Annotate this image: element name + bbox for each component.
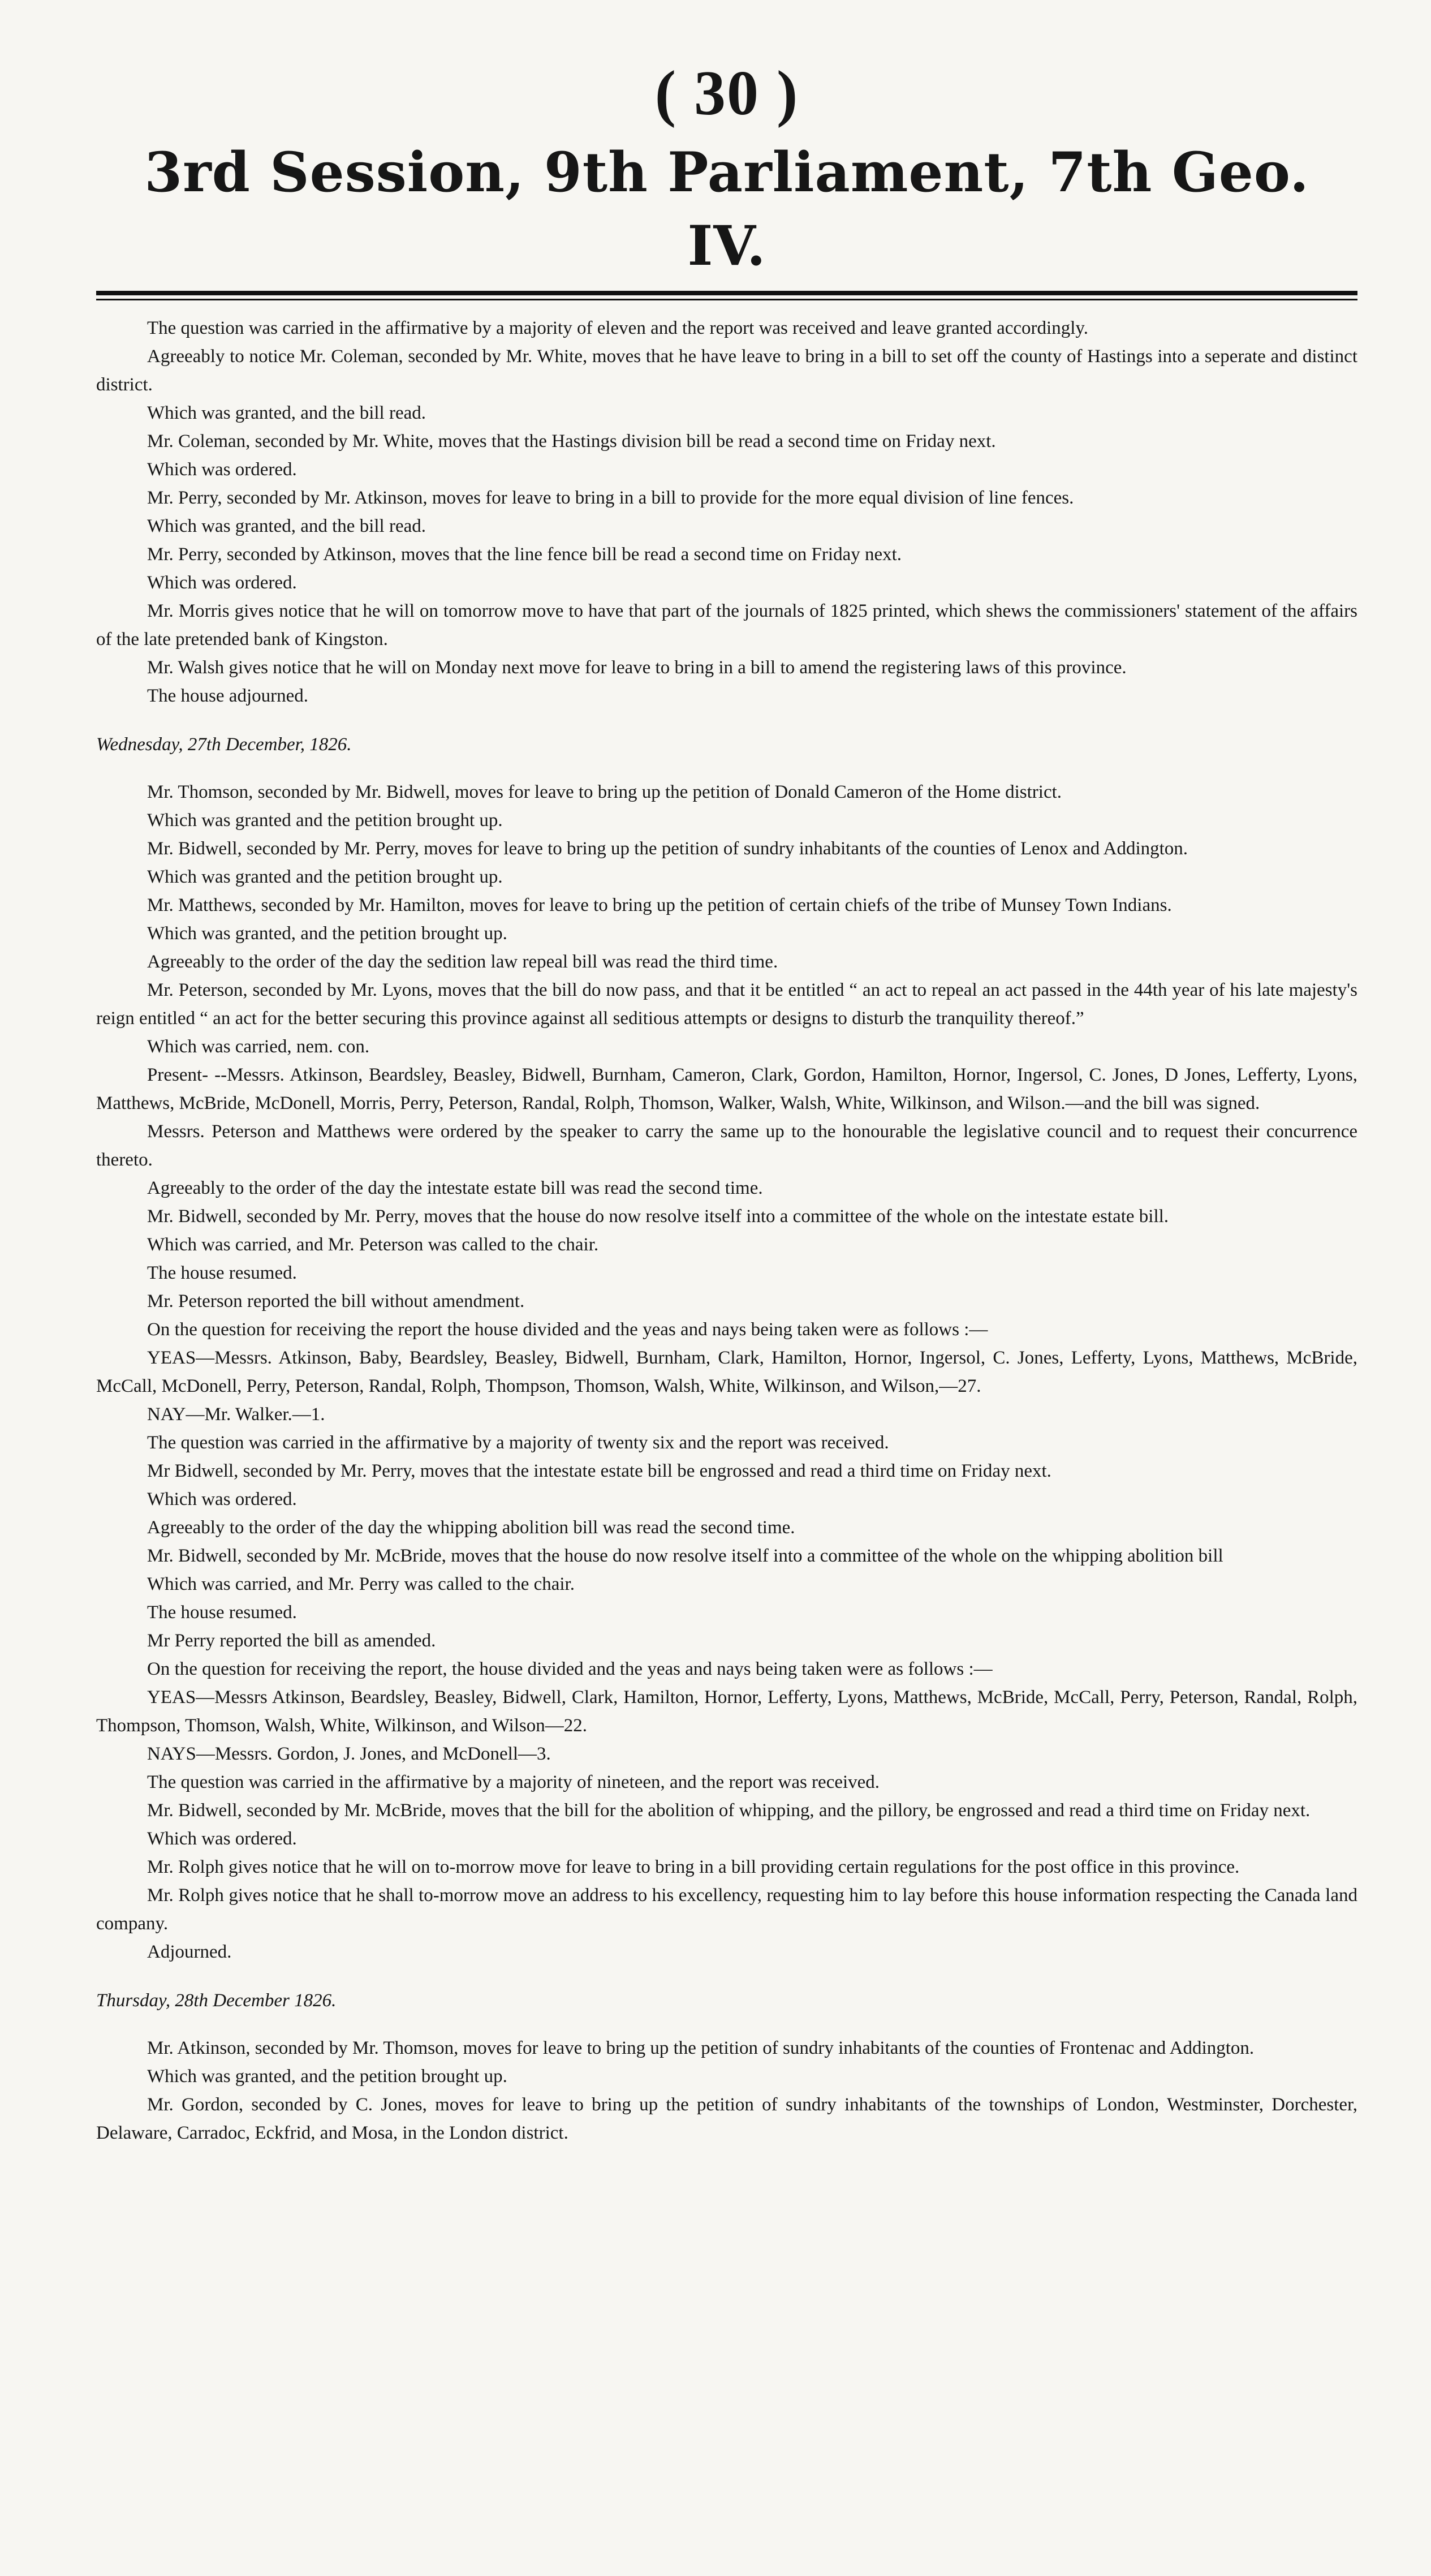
- day-heading-wednesday: Wednesday, 27th December, 1826.: [96, 734, 352, 755]
- journal-paragraph: Mr. Walsh gives notice that he will on Monday next move for leave to bring in a bill to amend the registering laws of this province.: [147, 657, 1127, 678]
- journal-paragraph: Which was carried, and Mr. Peterson was called to the chair.: [147, 1235, 599, 1255]
- journal-paragraph: Which was granted and the petition brought up.: [147, 810, 503, 831]
- journal-paragraph: YEAS—Messrs. Atkinson, Baby, Beardsley, Beasley, Bidwell, Burnham, Clark, Hamilton, Hornor, Ingersol, C. Jones, Lefferty, Lyons, Matthews, McBride, McCall, McDonell, Perry, Peterson, Randal, Rolph, Thompson, Thomson, Walsh, White, Wilkinson, and Wilson,—27.: [96, 1348, 1357, 1396]
- journal-paragraph: Which was ordered.: [147, 459, 297, 480]
- journal-paragraph: Mr. Bidwell, seconded by Mr. McBride, moves that the house do now resolve itself into a committee of the whole on the whipping abolition bill: [147, 1546, 1223, 1566]
- journal-paragraph: Adjourned.: [147, 1942, 232, 1962]
- journal-paragraph: On the question for receiving the report, the house divided and the yeas and nays being taken were as follows :—: [147, 1659, 993, 1679]
- running-title: 3rd Session, 9th Parliament, 7th Geo. IV.: [144, 140, 1309, 278]
- journal-paragraph: NAY—Mr. Walker.—1.: [147, 1404, 325, 1425]
- journal-paragraph: Mr Perry reported the bill as amended.: [147, 1631, 436, 1651]
- journal-paragraph: Mr. Coleman, seconded by Mr. White, moves that the Hastings division bill be read a second time on Friday next.: [147, 431, 996, 451]
- journal-paragraph: Which was granted, and the petition brought up.: [147, 923, 507, 944]
- journal-paragraph: Agreeably to notice Mr. Coleman, seconded by Mr. White, moves that he have leave to bring in a bill to set off the county of Hastings into a seperate and distinct district.: [96, 346, 1357, 395]
- journal-paragraph: Mr. Bidwell, seconded by Mr. Perry, moves for leave to bring up the petition of sundry inhabitants of the counties of Lenox and Addington.: [147, 838, 1188, 859]
- journal-paragraph: Agreeably to the order of the day the whipping abolition bill was read the second time.: [147, 1517, 795, 1538]
- header-rule-thick: [96, 291, 1357, 295]
- header-rule-thin: [96, 299, 1357, 300]
- journal-paragraph: Mr. Gordon, seconded by C. Jones, moves for leave to bring up the petition of sundry inhabitants of the townships of London, Westminster, Dorchester, Delaware, Carradoc, Eckfrid, and Mosa, in the London district.: [96, 2095, 1357, 2143]
- journal-paragraph: Which was granted, and the bill read.: [147, 516, 426, 536]
- journal-paragraph: The house resumed.: [147, 1602, 297, 1623]
- journal-paragraph: The house adjourned.: [147, 686, 308, 706]
- page-number: ( 30 ): [654, 58, 799, 128]
- journal-paragraph: Mr. Peterson reported the bill without amendment.: [147, 1291, 525, 1311]
- journal-paragraph: Agreeably to the order of the day the intestate estate bill was read the second time.: [147, 1178, 763, 1198]
- journal-paragraph: Which was carried, nem. con.: [147, 1037, 370, 1057]
- journal-paragraph: The question was carried in the affirmative by a majority of eleven and the report was received and leave granted accordingly.: [147, 318, 1088, 338]
- journal-paragraph: The house resumed.: [147, 1263, 297, 1283]
- journal-paragraph: Mr Bidwell, seconded by Mr. Perry, moves that the intestate estate bill be engrossed and read a third time on Friday next.: [147, 1461, 1051, 1481]
- journal-paragraph: The question was carried in the affirmative by a majority of twenty six and the report was received.: [147, 1433, 889, 1453]
- journal-paragraph: NAYS—Messrs. Gordon, J. Jones, and McDonell—3.: [147, 1744, 551, 1764]
- journal-paragraph: Which was granted, and the bill read.: [147, 403, 426, 423]
- journal-paragraph: YEAS—Messrs Atkinson, Beardsley, Beasley, Bidwell, Clark, Hamilton, Hornor, Lefferty, Lyons, Matthews, McBride, McCall, Perry, Peterson, Randal, Rolph, Thompson, Thomson, Walsh, White, Wilkinson, and Wilson—22.: [96, 1687, 1357, 1736]
- journal-paragraph: Mr. Peterson, seconded by Mr. Lyons, moves that the bill do now pass, and that it be entitled “ an act to repeal an act passed in the 44th year of his late majesty's reign entitled “ an act for the better securing this province against all seditious attempts or designs to disturb the tranquility thereof.”: [96, 980, 1357, 1029]
- journal-paragraph: Which was ordered.: [147, 1489, 297, 1510]
- journal-paragraph: The question was carried in the affirmative by a majority of nineteen, and the report was received.: [147, 1772, 880, 1792]
- journal-paragraph: Which was carried, and Mr. Perry was called to the chair.: [147, 1574, 575, 1594]
- journal-paragraph: Which was ordered.: [147, 1829, 297, 1849]
- journal-paragraph: Mr. Atkinson, seconded by Mr. Thomson, moves for leave to bring up the petition of sundry inhabitants of the counties of Frontenac and Addington.: [147, 2038, 1255, 2058]
- journal-paragraph: Agreeably to the order of the day the sedition law repeal bill was read the third time.: [147, 952, 778, 972]
- journal-page: [96, 57, 1357, 2147]
- journal-paragraph: Which was granted and the petition brought up.: [147, 867, 503, 887]
- journal-paragraph: Mr. Rolph gives notice that he shall to-morrow move an address to his excellency, requesting him to lay before this house information respecting the Canada land company.: [96, 1885, 1357, 1934]
- day-heading-thursday: Thursday, 28th December 1826.: [96, 1990, 337, 2011]
- journal-paragraph: Mr. Perry, seconded by Atkinson, moves that the line fence bill be read a second time on Friday next.: [147, 544, 902, 565]
- journal-paragraph: Present- --Messrs. Atkinson, Beardsley, Beasley, Bidwell, Burnham, Cameron, Clark, Gordon, Hamilton, Hornor, Ingersol, C. Jones, D Jones, Lefferty, Lyons, Matthews, McBride, McDonell, Morris, Perry, Peterson, Randal, Rolph, Thomson, Walker, Walsh, White, Wilkinson, and Wilson.—and the bill was signed.: [96, 1065, 1357, 1113]
- journal-paragraph: Mr. Rolph gives notice that he will on to-morrow move for leave to bring in a bill providing certain regulations for the post office in this province.: [147, 1857, 1240, 1877]
- journal-paragraph: Messrs. Peterson and Matthews were ordered by the speaker to carry the same up to the honourable the legislative council and to request their concurrence thereto.: [96, 1121, 1357, 1170]
- journal-paragraph: Mr. Bidwell, seconded by Mr. Perry, moves that the house do now resolve itself into a committee of the whole on the intestate estate bill.: [147, 1206, 1169, 1227]
- journal-paragraph: Mr. Thomson, seconded by Mr. Bidwell, moves for leave to bring up the petition of Donald Cameron of the Home district.: [147, 782, 1062, 802]
- journal-paragraph: Mr. Perry, seconded by Mr. Atkinson, moves for leave to bring in a bill to provide for the more equal division of line fences.: [147, 488, 1074, 508]
- journal-paragraph: Which was granted, and the petition brought up.: [147, 2066, 507, 2087]
- journal-paragraph: Mr. Bidwell, seconded by Mr. McBride, moves that the bill for the abolition of whipping, and the pillory, be engrossed and read a third time on Friday next.: [147, 1800, 1311, 1821]
- journal-paragraph: Which was ordered.: [147, 573, 297, 593]
- journal-body: [96, 314, 1357, 2147]
- journal-paragraph: On the question for receiving the report the house divided and the yeas and nays being taken were as follows :—: [147, 1319, 988, 1340]
- journal-paragraph: Mr. Morris gives notice that he will on tomorrow move to have that part of the journals of 1825 printed, which shews the commissioners' statement of the affairs of the late pretended bank of Kingston.: [96, 601, 1357, 650]
- journal-paragraph: Mr. Matthews, seconded by Mr. Hamilton, moves for leave to bring up the petition of certain chiefs of the tribe of Munsey Town Indians.: [147, 895, 1172, 915]
